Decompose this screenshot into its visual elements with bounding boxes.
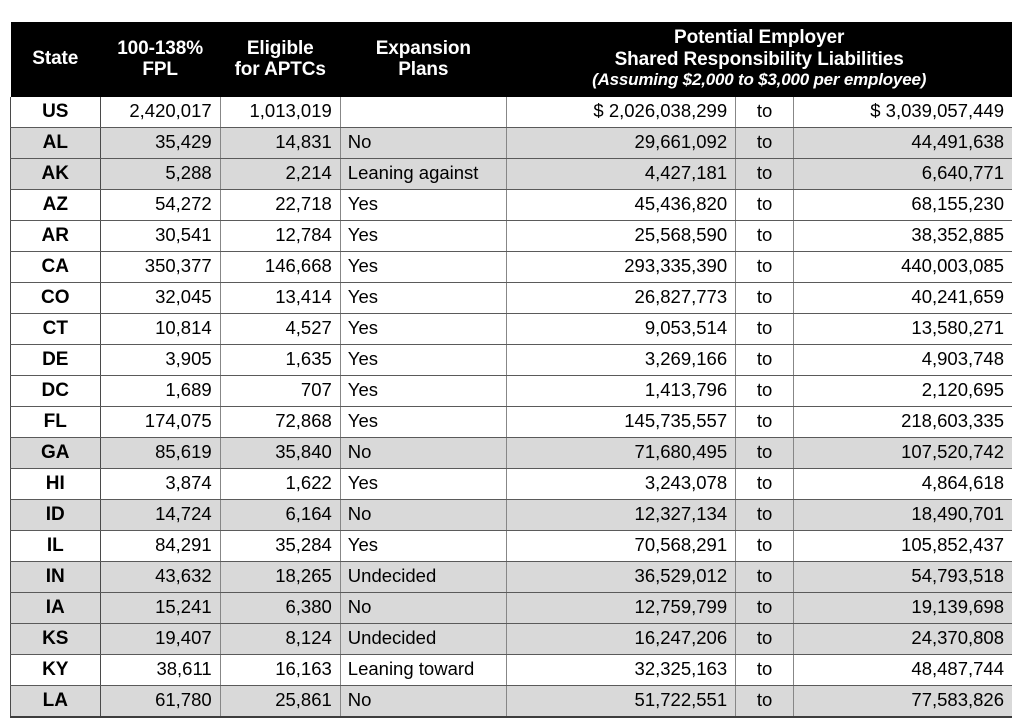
cell-eligible-aptcs: 146,668 [220, 251, 340, 282]
cell-liability-low: 29,661,092 [506, 127, 735, 158]
table-row [11, 158, 1013, 189]
cell-liability-high: 440,003,085 [794, 251, 1012, 282]
cell-state: KS [11, 623, 101, 654]
cell-liability-high: 19,139,698 [794, 592, 1012, 623]
cell-range-separator: to [736, 530, 794, 561]
table-row [11, 530, 1013, 561]
cell-fpl-100-138: 5,288 [100, 158, 220, 189]
cell-liability-high: 18,490,701 [794, 499, 1012, 530]
cell-liability-low: 26,827,773 [506, 282, 735, 313]
cell-state: IN [11, 561, 101, 592]
cell-range-separator: to [736, 592, 794, 623]
table-row [11, 282, 1013, 313]
cell-eligible-aptcs: 2,214 [220, 158, 340, 189]
cell-eligible-aptcs: 14,831 [220, 127, 340, 158]
cell-eligible-aptcs: 1,622 [220, 468, 340, 499]
cell-state: DE [11, 344, 101, 375]
cell-liability-low: 1,413,796 [506, 375, 735, 406]
table-row [11, 468, 1013, 499]
cell-expansion-plans: Yes [340, 530, 506, 561]
cell-state: ID [11, 499, 101, 530]
table-row [11, 313, 1013, 344]
cell-expansion-plans: Yes [340, 189, 506, 220]
cell-range-separator: to [736, 97, 794, 128]
cell-fpl-100-138: 10,814 [100, 313, 220, 344]
cell-liability-low: 70,568,291 [506, 530, 735, 561]
column-header-fpl-line2: FPL [142, 58, 178, 80]
cell-expansion-plans: Undecided [340, 623, 506, 654]
liability-header-assumption-note: (Assuming $2,000 to $3,000 per employee) [592, 70, 927, 90]
liability-header-line1: Potential Employer [674, 27, 845, 48]
cell-fpl-100-138: 85,619 [100, 437, 220, 468]
cell-liability-low: 12,327,134 [506, 499, 735, 530]
cell-state: IL [11, 530, 101, 561]
table-row [11, 344, 1013, 375]
cell-liability-high: 68,155,230 [794, 189, 1012, 220]
cell-expansion-plans: No [340, 127, 506, 158]
cell-fpl-100-138: 32,045 [100, 282, 220, 313]
cell-liability-low: 4,427,181 [506, 158, 735, 189]
cell-state: AK [11, 158, 101, 189]
cell-liability-high: 4,864,618 [794, 468, 1012, 499]
cell-state: DC [11, 375, 101, 406]
cell-liability-high: 2,120,695 [794, 375, 1012, 406]
column-header-aptc-line2: for APTCs [234, 58, 326, 80]
table-row [11, 375, 1013, 406]
table-row [11, 623, 1013, 654]
table-row [11, 406, 1013, 437]
cell-expansion-plans: Yes [340, 406, 506, 437]
cell-eligible-aptcs: 25,861 [220, 685, 340, 717]
cell-state: GA [11, 437, 101, 468]
cell-liability-high: 218,603,335 [794, 406, 1012, 437]
cell-liability-low: 36,529,012 [506, 561, 735, 592]
cell-eligible-aptcs: 72,868 [220, 406, 340, 437]
cell-liability-high: 38,352,885 [794, 220, 1012, 251]
cell-state: IA [11, 592, 101, 623]
cell-fpl-100-138: 54,272 [100, 189, 220, 220]
table-row [11, 499, 1013, 530]
cell-range-separator: to [736, 158, 794, 189]
cell-range-separator: to [736, 189, 794, 220]
cell-fpl-100-138: 350,377 [100, 251, 220, 282]
cell-fpl-100-138: 1,689 [100, 375, 220, 406]
cell-fpl-100-138: 15,241 [100, 592, 220, 623]
table-row [11, 685, 1013, 717]
cell-range-separator: to [736, 375, 794, 406]
cell-eligible-aptcs: 22,718 [220, 189, 340, 220]
header-row [11, 22, 1013, 97]
cell-fpl-100-138: 30,541 [100, 220, 220, 251]
cell-expansion-plans: Yes [340, 468, 506, 499]
cell-state: LA [11, 685, 101, 717]
cell-expansion-plans [340, 97, 506, 128]
cell-liability-high: 24,370,808 [794, 623, 1012, 654]
cell-state: CA [11, 251, 101, 282]
cell-fpl-100-138: 2,420,017 [100, 97, 220, 128]
cell-expansion-plans: Yes [340, 313, 506, 344]
cell-eligible-aptcs: 18,265 [220, 561, 340, 592]
column-header-expansion-plans [340, 22, 506, 97]
cell-range-separator: to [736, 468, 794, 499]
cell-liability-high: 4,903,748 [794, 344, 1012, 375]
cell-liability-low: 293,335,390 [506, 251, 735, 282]
cell-range-separator: to [736, 344, 794, 375]
cell-fpl-100-138: 84,291 [100, 530, 220, 561]
cell-eligible-aptcs: 6,164 [220, 499, 340, 530]
column-header-potential-employer-liabilities [506, 22, 1012, 97]
cell-expansion-plans: No [340, 592, 506, 623]
table-row [11, 437, 1013, 468]
cell-range-separator: to [736, 220, 794, 251]
table-row [11, 220, 1013, 251]
cell-state: AR [11, 220, 101, 251]
cell-range-separator: to [736, 654, 794, 685]
cell-liability-low: 12,759,799 [506, 592, 735, 623]
cell-expansion-plans: No [340, 685, 506, 717]
cell-expansion-plans: Leaning toward [340, 654, 506, 685]
cell-range-separator: to [736, 685, 794, 717]
cell-range-separator: to [736, 623, 794, 654]
column-header-plans-line2: Plans [398, 58, 449, 80]
cell-eligible-aptcs: 1,013,019 [220, 97, 340, 128]
cell-range-separator: to [736, 406, 794, 437]
cell-state: US [11, 97, 101, 128]
cell-eligible-aptcs: 13,414 [220, 282, 340, 313]
column-header-aptc-line1: Eligible [246, 37, 314, 59]
table-row [11, 561, 1013, 592]
cell-fpl-100-138: 14,724 [100, 499, 220, 530]
cell-range-separator: to [736, 251, 794, 282]
cell-liability-low: 25,568,590 [506, 220, 735, 251]
cell-range-separator: to [736, 313, 794, 344]
cell-eligible-aptcs: 35,284 [220, 530, 340, 561]
cell-liability-high: 54,793,518 [794, 561, 1012, 592]
table-row [11, 127, 1013, 158]
cell-liability-high: $ 3,039,057,449 [794, 97, 1012, 128]
cell-expansion-plans: No [340, 437, 506, 468]
column-header-fpl [100, 22, 220, 97]
table-header [11, 22, 1013, 97]
column-header-plans-line1: Expansion [375, 37, 471, 59]
cell-state: KY [11, 654, 101, 685]
cell-expansion-plans: Yes [340, 344, 506, 375]
cell-liability-high: 48,487,744 [794, 654, 1012, 685]
cell-eligible-aptcs: 16,163 [220, 654, 340, 685]
cell-state: CO [11, 282, 101, 313]
cell-expansion-plans: Leaning against [340, 158, 506, 189]
cell-liability-low: 16,247,206 [506, 623, 735, 654]
cell-fpl-100-138: 3,874 [100, 468, 220, 499]
cell-fpl-100-138: 43,632 [100, 561, 220, 592]
cell-liability-low: 145,735,557 [506, 406, 735, 437]
cell-eligible-aptcs: 12,784 [220, 220, 340, 251]
cell-range-separator: to [736, 561, 794, 592]
cell-liability-high: 77,583,826 [794, 685, 1012, 717]
cell-range-separator: to [736, 282, 794, 313]
table-body [11, 97, 1013, 717]
column-header-eligible-aptc [220, 22, 340, 97]
cell-state: HI [11, 468, 101, 499]
cell-expansion-plans: No [340, 499, 506, 530]
cell-liability-low: 45,436,820 [506, 189, 735, 220]
cell-fpl-100-138: 35,429 [100, 127, 220, 158]
cell-state: AZ [11, 189, 101, 220]
cell-liability-low: 3,243,078 [506, 468, 735, 499]
cell-eligible-aptcs: 4,527 [220, 313, 340, 344]
cell-fpl-100-138: 19,407 [100, 623, 220, 654]
cell-eligible-aptcs: 8,124 [220, 623, 340, 654]
cell-fpl-100-138: 174,075 [100, 406, 220, 437]
column-header-state: State [11, 22, 101, 97]
cell-expansion-plans: Yes [340, 282, 506, 313]
cell-eligible-aptcs: 35,840 [220, 437, 340, 468]
table-row [11, 592, 1013, 623]
cell-expansion-plans: Yes [340, 220, 506, 251]
employer-liability-table [10, 22, 1012, 718]
cell-liability-high: 105,852,437 [794, 530, 1012, 561]
cell-liability-high: 107,520,742 [794, 437, 1012, 468]
cell-fpl-100-138: 61,780 [100, 685, 220, 717]
cell-liability-low: 3,269,166 [506, 344, 735, 375]
table-row [11, 97, 1013, 128]
cell-range-separator: to [736, 127, 794, 158]
cell-liability-high: 40,241,659 [794, 282, 1012, 313]
cell-eligible-aptcs: 6,380 [220, 592, 340, 623]
cell-state: CT [11, 313, 101, 344]
cell-liability-low: 9,053,514 [506, 313, 735, 344]
cell-fpl-100-138: 3,905 [100, 344, 220, 375]
cell-state: AL [11, 127, 101, 158]
cell-liability-high: 6,640,771 [794, 158, 1012, 189]
cell-liability-low: 71,680,495 [506, 437, 735, 468]
table-row [11, 189, 1013, 220]
cell-liability-low: 32,325,163 [506, 654, 735, 685]
cell-expansion-plans: Undecided [340, 561, 506, 592]
cell-liability-low: 51,722,551 [506, 685, 735, 717]
liability-header-line2: Shared Responsibility Liabilities [614, 48, 904, 70]
cell-state: FL [11, 406, 101, 437]
cell-liability-high: 13,580,271 [794, 313, 1012, 344]
cell-eligible-aptcs: 707 [220, 375, 340, 406]
cell-expansion-plans: Yes [340, 375, 506, 406]
cell-fpl-100-138: 38,611 [100, 654, 220, 685]
cell-range-separator: to [736, 499, 794, 530]
cell-expansion-plans: Yes [340, 251, 506, 282]
table-row [11, 654, 1013, 685]
cell-liability-low: $ 2,026,038,299 [506, 97, 735, 128]
cell-range-separator: to [736, 437, 794, 468]
table-row [11, 251, 1013, 282]
column-header-fpl-line1: 100-138% [117, 37, 204, 59]
cell-liability-high: 44,491,638 [794, 127, 1012, 158]
cell-eligible-aptcs: 1,635 [220, 344, 340, 375]
